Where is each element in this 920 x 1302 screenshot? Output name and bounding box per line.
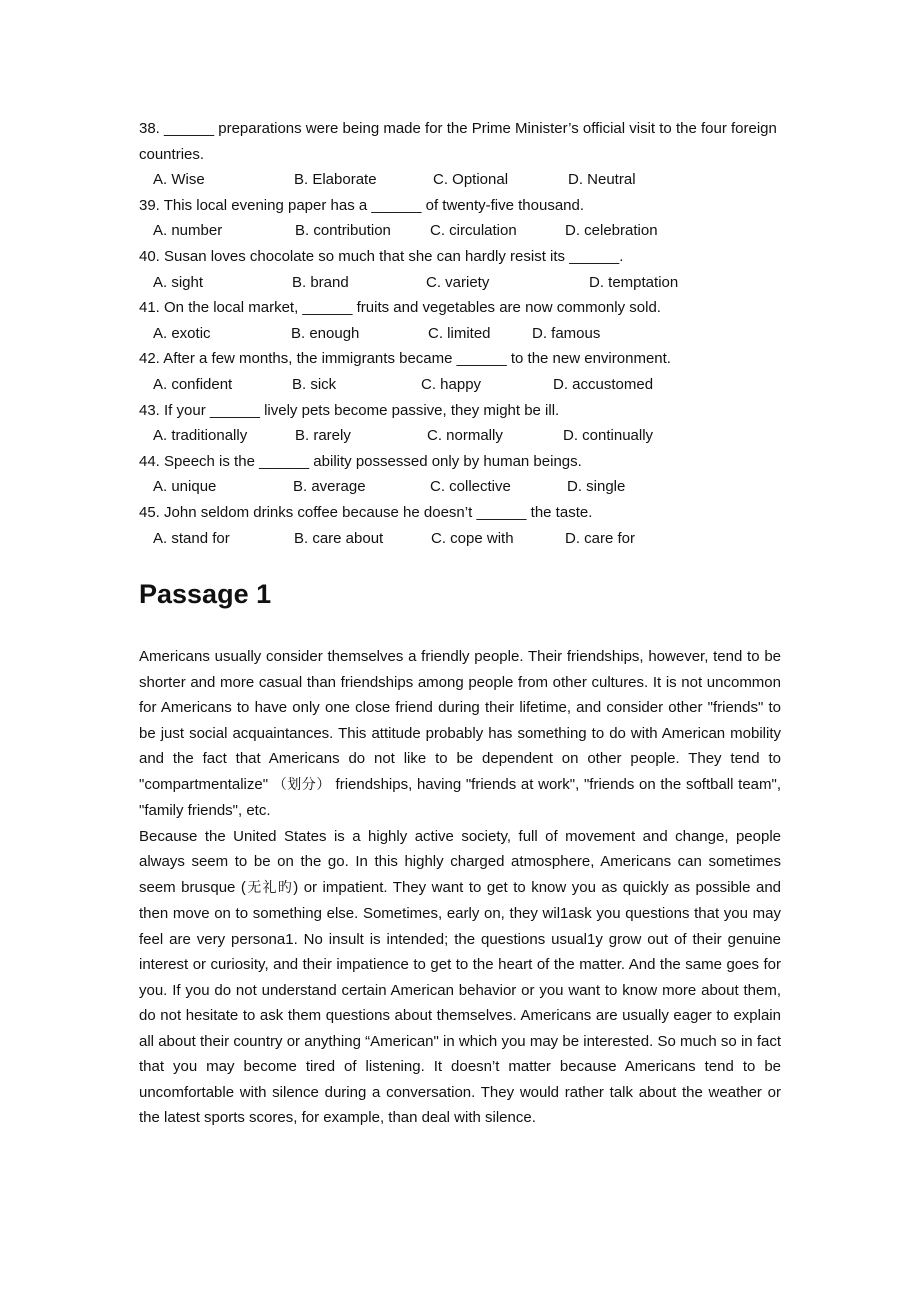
option-b: B. care about: [294, 529, 384, 547]
option-c: C. limited: [428, 324, 491, 342]
question-38: [139, 116, 781, 193]
option-c: C. happy: [421, 375, 482, 393]
question-stem: 39. This local evening paper has a ______ of twenty-five thousand.: [139, 196, 585, 214]
option-d: D. famous: [532, 324, 601, 342]
question-options: [139, 218, 781, 244]
question-43: [139, 398, 781, 449]
question-40: [139, 244, 781, 295]
option-b: B. rarely: [295, 427, 351, 445]
option-c: C. cope with: [431, 529, 514, 547]
option-b: B. Elaborate: [294, 171, 377, 189]
chinese-gloss: 无礼旳: [245, 879, 294, 896]
option-b: B. enough: [291, 324, 360, 342]
question-options: [139, 526, 781, 552]
option-d: D. accustomed: [553, 375, 654, 393]
option-a: A. traditionally: [153, 427, 248, 445]
option-a: A. exotic: [153, 324, 211, 342]
question-stem: 43. If your ______ lively pets become passive, they might be ill.: [139, 401, 560, 419]
option-c: C. Optional: [433, 171, 509, 189]
page-content: [139, 116, 781, 1131]
question-options: [139, 270, 781, 296]
option-a: A. Wise: [153, 171, 205, 189]
option-b: B. brand: [292, 273, 349, 291]
question-41: [139, 295, 781, 346]
option-c: C. collective: [430, 478, 511, 496]
paragraph-text: Americans usually consider themselves a friendly people. Their friendships, however, tend to be shorter and more casual than friendships among people from other cultures. It is not uncommon for Americans to have only one close friend during their lifetime, and consider other "friends" to be just social acquaintances. This attitude probably has something to do with American mobility and the fact that Americans do not like to be dependent on other people. They tend to "compartmentalize": [139, 648, 781, 793]
passage-body: [139, 644, 781, 1131]
question-options: [139, 474, 781, 500]
paragraph-text: ) or impatient. They want to get to know you as quickly as possible and then move on to something else. Sometimes, early on, they wil1ask you questions that you may feel are very persona1. No insult is intended; the questions usual1y grow out of their genuine interest or curiosity, and their impatience to get to the heart of the matter. And the same goes for you. If you do not understand certain American behavior or you want to know more about them, do not hesitate to ask them questions about themselves. Americans are usually eager to explain all about their country or anything “American" in which you may be interested. So much so in fact that you may become tired of listening. It doesn’t matter because Americans tend to be uncomfortable with silence during a conversation. They would rather talk about the weather or the latest sports scores, for example, than deal with silence.: [139, 878, 782, 1127]
question-45: [139, 500, 781, 551]
passage-paragraph-1: [139, 644, 781, 824]
option-b: B. sick: [292, 375, 337, 393]
option-d: D. care for: [565, 529, 636, 547]
chinese-gloss: （划分）: [272, 776, 331, 793]
question-39: [139, 193, 781, 244]
question-options: [139, 321, 781, 347]
option-d: D. Neutral: [568, 171, 636, 189]
option-c: C. variety: [426, 273, 490, 291]
question-options: [139, 372, 781, 398]
question-44: [139, 449, 781, 500]
option-d: D. continually: [563, 427, 654, 445]
question-stem: 41. On the local market, ______ fruits and vegetables are now commonly sold.: [139, 299, 661, 317]
passage-paragraph-2: [139, 824, 781, 1131]
paragraph-text: Because the United States is a highly active society, full of movement and change, people always seem to be on the go. In this highly charged atmosphere, Americans can sometimes seem brusque (: [139, 827, 781, 896]
question-stem: 38. ______ preparations were being made for the Prime Minister’s official visit to the four foreign countries.: [139, 120, 777, 163]
option-b: B. contribution: [295, 222, 391, 240]
option-a: A. confident: [153, 375, 233, 393]
option-d: D. celebration: [565, 222, 658, 240]
question-options: [139, 423, 781, 449]
question-stem: 44. Speech is the ______ ability possessed only by human beings.: [139, 452, 582, 470]
question-options: [139, 167, 781, 193]
option-a: A. unique: [153, 478, 217, 496]
paragraph-text: friendships, having "friends at work", "friends on the softball team", "family friends", etc.: [139, 775, 782, 820]
option-a: A. sight: [153, 273, 204, 291]
option-a: A. number: [153, 222, 223, 240]
option-d: D. single: [567, 478, 626, 496]
option-a: A. stand for: [153, 529, 230, 547]
option-d: D. temptation: [589, 273, 679, 291]
passage-title: Passage 1: [139, 579, 272, 610]
option-c: C. circulation: [430, 222, 517, 240]
question-42: [139, 346, 781, 397]
question-stem: 45. John seldom drinks coffee because he doesn’t ______ the taste.: [139, 503, 593, 521]
question-stem: 40. Susan loves chocolate so much that she can hardly resist its ______.: [139, 247, 624, 265]
option-b: B. average: [293, 478, 366, 496]
question-stem: 42. After a few months, the immigrants became ______ to the new environment.: [139, 350, 671, 368]
option-c: C. normally: [427, 427, 503, 445]
